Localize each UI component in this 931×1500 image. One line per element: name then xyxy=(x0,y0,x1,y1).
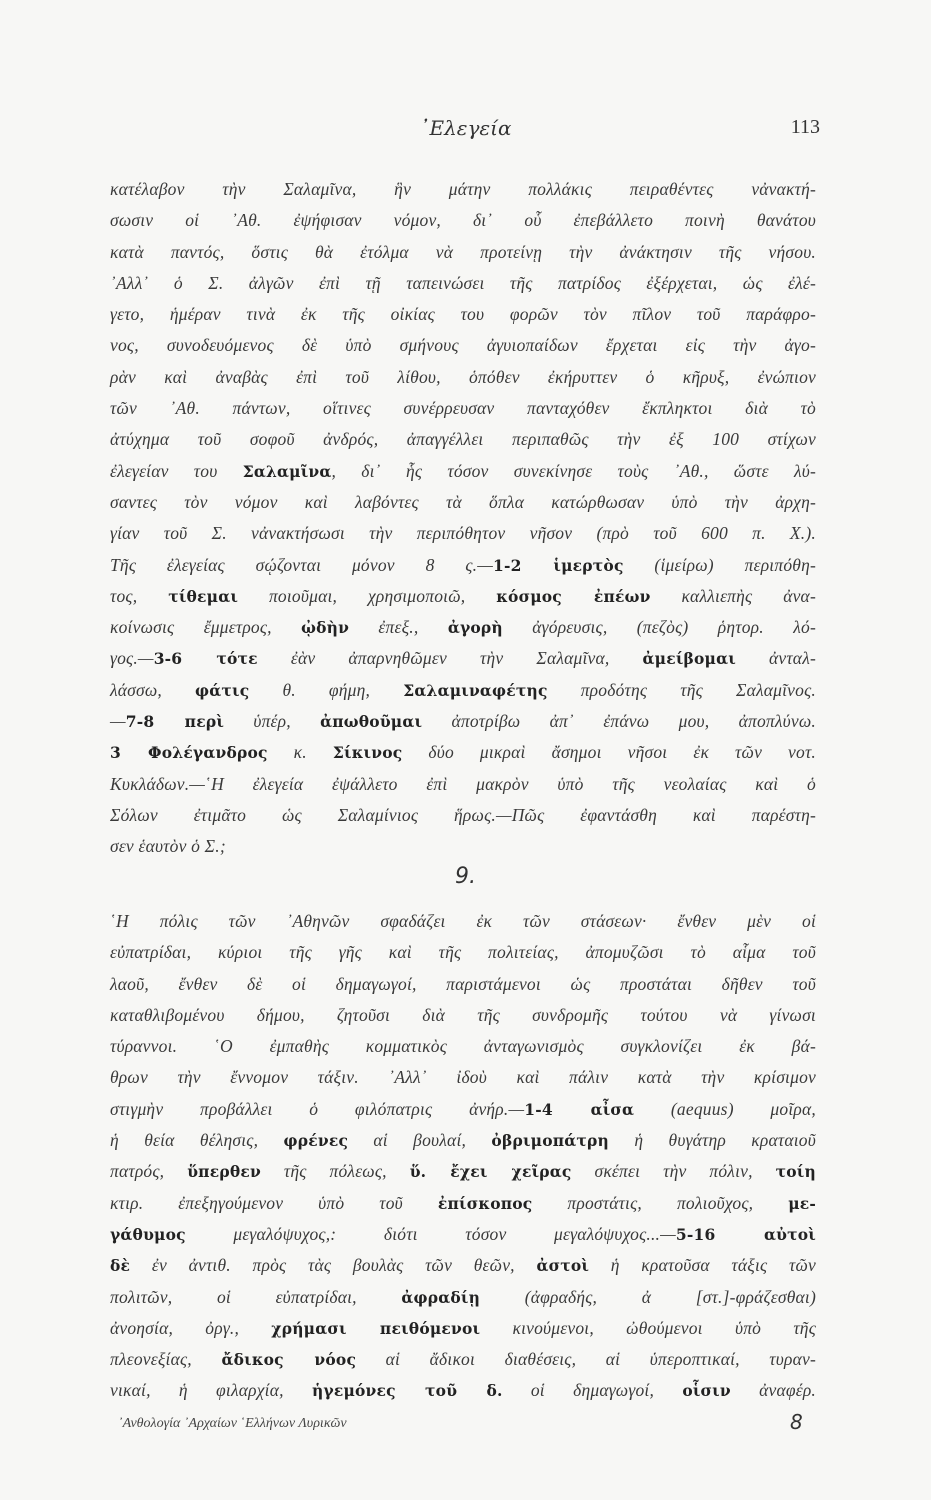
lemma-term: τίθεμαι xyxy=(168,586,239,606)
text-line xyxy=(110,1313,816,1344)
lemma-term: ἀστοὶ xyxy=(536,1256,590,1276)
text-segment: — xyxy=(110,711,126,732)
lemma-term: Σαλαμιναφέτης xyxy=(403,680,548,700)
text-segment: νος, συνοδευόμενος δὲ ὑπὸ σμήνους ἀγυιοπαίδων ἔρχεται εἰς τὴν ἀγο- xyxy=(110,335,816,356)
text-line xyxy=(110,1125,816,1156)
lemma-term: γάθυμος xyxy=(110,1224,186,1244)
text-segment: κ. xyxy=(267,742,333,763)
commentary-paragraph-9 xyxy=(110,906,816,1407)
lemma-term: 1-2 ἱμερτὸς xyxy=(492,555,624,575)
lemma-term: ἀγορὴ xyxy=(447,618,503,638)
text-segment: (ἀφραδής, ἀ [στ.]-φράζεσθαι) xyxy=(480,1286,816,1307)
commentary-paragraph-8 xyxy=(110,174,816,863)
text-segment: ἐν ἀντιθ. πρὸς τὰς βουλὰς τῶν θεῶν, xyxy=(130,1255,537,1276)
lemma-term: με- xyxy=(788,1193,817,1213)
text-line xyxy=(110,1282,816,1313)
text-segment: αἱ ἄδικοι διαθέσεις, αἱ ὑπεροπτικαί, τυραν- xyxy=(356,1349,816,1370)
text-segment: λάσσω, xyxy=(110,679,196,700)
lemma-term: ὕπερθεν xyxy=(187,1162,261,1182)
text-line xyxy=(110,906,816,937)
lemma-term: ἀφραδίῃ xyxy=(401,1287,481,1307)
text-segment: ἀνταλ- xyxy=(735,648,816,669)
running-header-title: ᾿Ελεγεία xyxy=(419,116,512,140)
text-line xyxy=(110,424,816,455)
lemma-term: ᾠδὴν xyxy=(301,618,350,638)
text-line xyxy=(110,487,816,518)
text-segment: κοίνωσις ἔμμετρος, xyxy=(110,617,302,638)
text-line xyxy=(110,800,816,831)
text-segment: σωσιν οἱ ᾿Αθ. ἐψήφισαν νόμον, δι᾿ οὗ ἐπεβάλλετο ποινὴ θανάτου xyxy=(110,210,816,231)
lemma-term: ἐπίσκοπος xyxy=(437,1193,533,1213)
text-segment: ᾿Αλλ᾿ ὁ Σ. ἀλγῶν ἐπὶ τῇ ταπεινώσει τῆς πατρίδος ἐξέρχεται, ὡς ἐλέ- xyxy=(110,272,816,293)
lemma-term: φρένες xyxy=(283,1131,349,1151)
text-line xyxy=(110,969,816,1000)
text-line xyxy=(110,581,816,612)
text-segment: κινούμενοι, ὠθούμενοι ὑπὸ τῆς xyxy=(480,1317,816,1338)
text-line xyxy=(110,330,816,361)
text-line xyxy=(110,174,816,205)
text-segment: ἐλεγείαν του xyxy=(110,460,243,481)
text-segment: ἡ θεία θέλησις, xyxy=(110,1130,284,1151)
text-line xyxy=(110,1156,816,1187)
text-line xyxy=(110,612,816,643)
text-line xyxy=(110,456,816,487)
text-segment: σεν ἑαυτὸν ὁ Σ.; xyxy=(110,836,226,857)
text-line xyxy=(110,1375,816,1406)
text-segment: ἡ θυγάτηρ κραταιοῦ xyxy=(609,1130,816,1151)
lemma-term: 3 Φολέγανδρος xyxy=(110,743,268,763)
section-number: 9. xyxy=(455,864,476,889)
text-segment: αἱ βουλαί, xyxy=(348,1130,492,1151)
text-segment: , δι᾿ ἧς τόσον συνεκίνησε τοὺς ᾿Αθ., ὥστε λύ- xyxy=(331,460,817,481)
lemma-term: 1-4 αἶσα xyxy=(524,1099,635,1119)
footer-book-title: ᾿Ανθολογία ᾿Αρχαίων ῾Ελλήνων Λυρικῶν xyxy=(118,1416,347,1431)
text-line xyxy=(110,706,816,737)
text-line xyxy=(110,1094,816,1125)
text-segment: σαντες τὸν νόμον καὶ λαβόντες τὰ ὅπλα κατώρθωσαν ὑπὸ τὴν ἀρχη- xyxy=(110,491,816,512)
text-segment: πολιτῶν, οἱ εὐπατρίδαι, xyxy=(110,1286,402,1307)
text-segment: καλλιεπὴς ἀνα- xyxy=(650,585,816,606)
text-line xyxy=(110,237,816,268)
text-segment: πατρός, xyxy=(110,1161,188,1182)
page-number: 113 xyxy=(790,116,820,138)
text-segment: (ἱμείρω) περιπόθη- xyxy=(623,554,816,575)
text-segment: οἱ δημαγωγοί, xyxy=(502,1380,683,1401)
text-line xyxy=(110,937,816,968)
text-segment: καταθλιβομένου δήμου, ζητοῦσι διὰ τῆς συνδρομῆς τούτου νὰ γίνωσι xyxy=(110,1004,816,1025)
text-line xyxy=(110,831,816,862)
lemma-term: ἡγεμόνες τοῦ δ. xyxy=(311,1381,503,1401)
text-segment: ἐὰν ἀπαρνηθῶμεν τὴν Σαλαμῖνα, xyxy=(257,648,643,669)
text-segment: ἀγόρευσις, (πεζὸς) ῥητορ. λό- xyxy=(502,617,816,638)
text-segment: θ. φήμη, xyxy=(249,679,404,700)
text-segment: Τῆς ἐλεγείας σῴζονται μόνον 8 ς.— xyxy=(110,554,493,575)
lemma-term: ὀβριμοπάτρη xyxy=(491,1131,610,1151)
text-segment: ἀναφέρ. xyxy=(730,1380,816,1401)
text-line xyxy=(110,1062,816,1093)
text-line xyxy=(110,769,816,800)
text-segment: ποιοῦμαι, χρησιμοποιῶ, xyxy=(238,585,497,606)
text-line xyxy=(110,1344,816,1375)
text-line xyxy=(110,393,816,424)
text-segment: εὐπατρίδαι, κύριοι τῆς γῆς καὶ τῆς πολιτείας, ἀπομυζῶσι τὸ αἷμα τοῦ xyxy=(110,942,816,963)
text-segment: πλεονεξίας, xyxy=(110,1349,222,1370)
text-line xyxy=(110,1219,816,1250)
text-segment: λαοῦ, ἔνθεν δὲ οἱ δημαγωγοί, παριστάμενοι ὡς προστάται δῆθεν τοῦ xyxy=(110,973,816,994)
text-line xyxy=(110,737,816,768)
text-line xyxy=(110,205,816,236)
text-segment: γος.— xyxy=(110,648,154,669)
text-segment: τύραννοι. ῾Ο ἐμπαθὴς κομματικὸς ἀνταγωνισμὸς συγκλονίζει ἐκ βά- xyxy=(110,1036,816,1057)
text-segment: ρὰν καὶ ἀναβὰς ἐπὶ τοῦ λίθου, ὁπόθεν ἐκήρυττεν ὁ κῆρυξ, ἐνώπιον xyxy=(110,366,816,387)
text-segment: Κυκλάδων.—῾Η ἐλεγεία ἐψάλλετο ἐπὶ μακρὸν ὑπὸ τῆς νεολαίας καὶ ὁ xyxy=(110,773,816,794)
text-line xyxy=(110,268,816,299)
lemma-term: ἀμείβομαι xyxy=(642,649,736,669)
lemma-term: οἷσιν xyxy=(682,1381,731,1401)
text-line xyxy=(110,1250,816,1281)
text-line xyxy=(110,1031,816,1062)
text-segment: θρων τὴν ἔννομον τάξιν. ᾿Αλλ᾿ ἰδοὺ καὶ πάλιν κατὰ τὴν κρίσιμον xyxy=(110,1067,816,1088)
text-segment: δύο μικραὶ ἄσημοι νῆσοι ἐκ τῶν νοτ. xyxy=(402,742,816,763)
text-segment: γετο, ἡμέραν τινὰ ἐκ τῆς οἰκίας του φορῶν τὸν πῖλον τοῦ παράφρο- xyxy=(110,304,816,325)
text-line xyxy=(110,1188,816,1219)
text-segment: ἀνοησία, ὀργ., xyxy=(110,1317,272,1338)
text-segment: ἡ κρατοῦσα τάξις τῶν xyxy=(589,1255,817,1276)
text-segment: προδότης τῆς Σαλαμῖνος. xyxy=(547,679,816,700)
lemma-term: κόσμος ἐπέων xyxy=(496,586,651,606)
lemma-term: ἀπωθοῦμαι xyxy=(320,712,423,732)
text-line xyxy=(110,643,816,674)
lemma-term: δὲ xyxy=(110,1256,131,1276)
text-line xyxy=(110,675,816,706)
text-segment: Σόλων ἐτιμᾶτο ὡς Σαλαμίνιος ἥρως.—Πῶς ἐφαντάσθη καὶ παρέστη- xyxy=(110,804,816,825)
text-segment: (aequus) μοῖρα, xyxy=(634,1098,816,1119)
text-line xyxy=(110,362,816,393)
text-segment: κατέλαβον τὴν Σαλαμῖνα, ἣν μάτην πολλάκις πειραθέντες νἀνακτή- xyxy=(110,179,816,199)
text-line xyxy=(110,299,816,330)
signature-mark: 8 xyxy=(790,1410,803,1434)
text-segment: ἀτύχημα τοῦ σοφοῦ ἀνδρός, ἀπαγγέλλει περιπαθῶς τὴν ἐξ 100 στίχων xyxy=(110,429,816,450)
lemma-term: ὕ. ἔχει χεῖρας xyxy=(409,1162,572,1182)
lemma-term: 7-8 περὶ xyxy=(125,712,225,732)
text-segment: σκέπει τὴν πόλιν, xyxy=(571,1161,776,1182)
text-line xyxy=(110,518,816,549)
lemma-term: φάτις xyxy=(195,680,250,700)
text-segment: προστάτις, πολιοῦχος, xyxy=(532,1192,789,1213)
text-segment: στιγμὴν προβάλλει ὁ φιλόπατρις ἀνήρ.— xyxy=(110,1098,525,1119)
text-segment: κτιρ. ἐπεξηγούμενον ὑπὸ τοῦ xyxy=(110,1192,438,1213)
text-segment: τῶν ᾿Αθ. πάντων, οἵτινες συνέρρευσαν πανταχόθεν ἔκπληκτοι διὰ τὸ xyxy=(110,398,816,419)
lemma-term: τοίη xyxy=(775,1162,816,1182)
lemma-term: ἄδικος νόος xyxy=(221,1350,357,1370)
text-segment: ῾Η πόλις τῶν ᾿Αθηνῶν σφαδάζει ἐκ τῶν στάσεων· ἔνθεν μὲν οἱ xyxy=(110,911,816,931)
text-segment: ὑπέρ, xyxy=(224,711,321,732)
text-segment: τῆς πόλεως, xyxy=(260,1161,410,1182)
lemma-term: Σαλαμῖνα xyxy=(242,461,332,481)
text-segment: τος, xyxy=(110,585,169,606)
text-line xyxy=(110,1000,816,1031)
text-segment: μεγαλόψυχος,: διότι τόσον μεγαλόψυχος...— xyxy=(185,1223,676,1244)
text-segment: ἐπεξ., xyxy=(349,617,448,638)
text-line xyxy=(110,550,816,581)
lemma-term: Σίκινος xyxy=(332,743,403,763)
lemma-term: 3-6 τότε xyxy=(153,649,258,669)
text-segment: νικαί, ἡ φιλαρχία, xyxy=(110,1380,312,1401)
text-segment: κατὰ παντός, ὅστις θὰ ἐτόλμα νὰ προτείνῃ τὴν ἀνάκτησιν τῆς νήσου. xyxy=(110,241,816,262)
lemma-term: 5-16 αὐτοὶ xyxy=(675,1224,817,1244)
text-segment: ἀποτρίβω ἀπ᾿ ἐπάνω μου, ἀποπλύνω. xyxy=(422,711,817,732)
text-segment: γίαν τοῦ Σ. νἀνακτήσωσι τὴν περιπόθητον νῆσον (πρὸ τοῦ 600 π. Χ.). xyxy=(110,523,816,544)
lemma-term: χρήμασι πειθόμενοι xyxy=(271,1318,481,1338)
